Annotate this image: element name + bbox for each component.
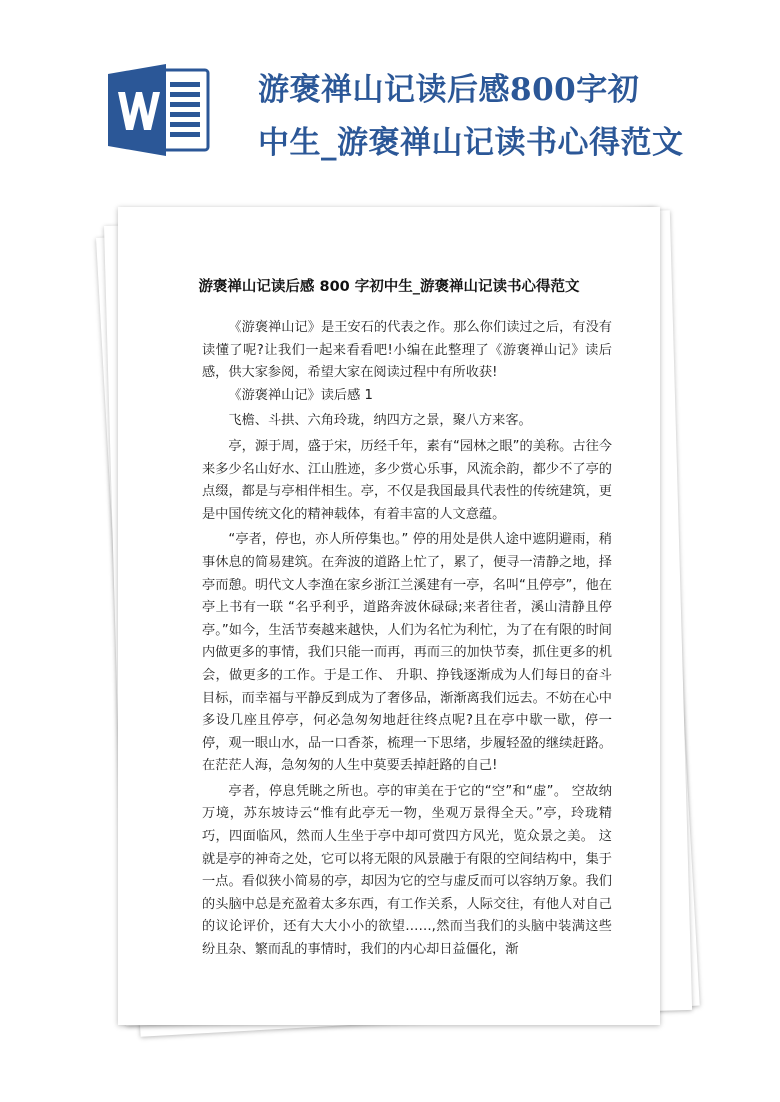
paragraph-3: “亭者，停也，亦人所停集也。” 停的用处是供人途中遮阴避雨，稍事休息的简易建筑。在奔波的道路上忙了，累了，便寻一清静之地，择亭而憩。明代文人李渔在家乡浙江兰溪建有一亭，名叫“且停亭”，他在亭上书有一联 “名乎利乎，道路奔波休碌碌;来者往者，溪山清静且停亭。”如今，生活节奏越来越快，人们为名忙为利忙，为了在有限的时间内做更多的事情，我们只能一而再，再而三的加快节奏，抓住更多的机会，做更多的工作。于是工作、 升职、挣钱逐渐成为人们每日的奋斗目标，而幸福与平静反到成为了奢侈品，渐渐离我们远去。不妨在心中多设几座且停亭，何必急匆匆地赶往终点呢?且在亭中歇一歇，停一停，观一眼山水，品一口香茶，梳理一下思绪，步履轻盈的继续赶路。在茫茫人海，急匆匆的人生中莫要丢掉赶路的自己! — [202, 532, 612, 774]
paragraph-1: 飞檐、斗拱、六角玲珑，纳四方之景，聚八方来客。 — [228, 413, 532, 429]
paragraph-subheading: 《游褒禅山记》读后感 1 — [228, 387, 373, 403]
paragraph-intro: 《游褒禅山记》是王安石的代表之作。那么你们读过之后，有没有读懂了呢?让我们一起来看看吧!小编在此整理了《游褒禅山记》读后感，供大家参阅，希望大家在阅读过程中有所收获! — [202, 320, 612, 381]
document-page — [118, 207, 660, 1025]
page-title-line-2: 中生_游褒禅山记读书心得范文 — [258, 125, 684, 161]
paragraph-4: 亭者，停息凭眺之所也。亭的审美在于它的“空”和“虚”。 空故纳万境，苏东坡诗云“惟有此亭无一物，坐观万景得全天。”亭，玲珑精巧，四面临风，然而人生坐于亭中却可赏四方风光，览众景之美。 这就是亭的神奇之处，它可以将无限的风景融于有限的空间结构中，集于一点。看似狭小简易的亭，却因为它的空与虚反而可以容纳万象。我们的头脑中总是充盈着太多东西，有工作关系，人际交往，有他人对自己的议论评价，还有大大小小的欲望……,然而当我们的头脑中装满这些纷且杂、繁而乱的事情时，我们的内心却日益僵化，渐 — [202, 783, 612, 958]
document-body — [202, 317, 612, 962]
document-title: 游褒禅山记读后感 800 字初中生_游褒禅山记读书心得范文 — [198, 279, 580, 295]
paragraph-2: 亭，源于周，盛于宋，历经千年，素有“园林之眼”的美称。古往今来多少名山好水、江山胜迹，多少赏心乐事，风流余韵，都少不了亭的点缀，都是与亭相伴相生。亭，不仅是我国最具代表性的传统建筑，更是中国传统文化的精神载体，有着丰富的人文意蕴。 — [202, 438, 612, 522]
page-title-line-1: 游褒禅山记读后感800字初 — [258, 72, 640, 108]
